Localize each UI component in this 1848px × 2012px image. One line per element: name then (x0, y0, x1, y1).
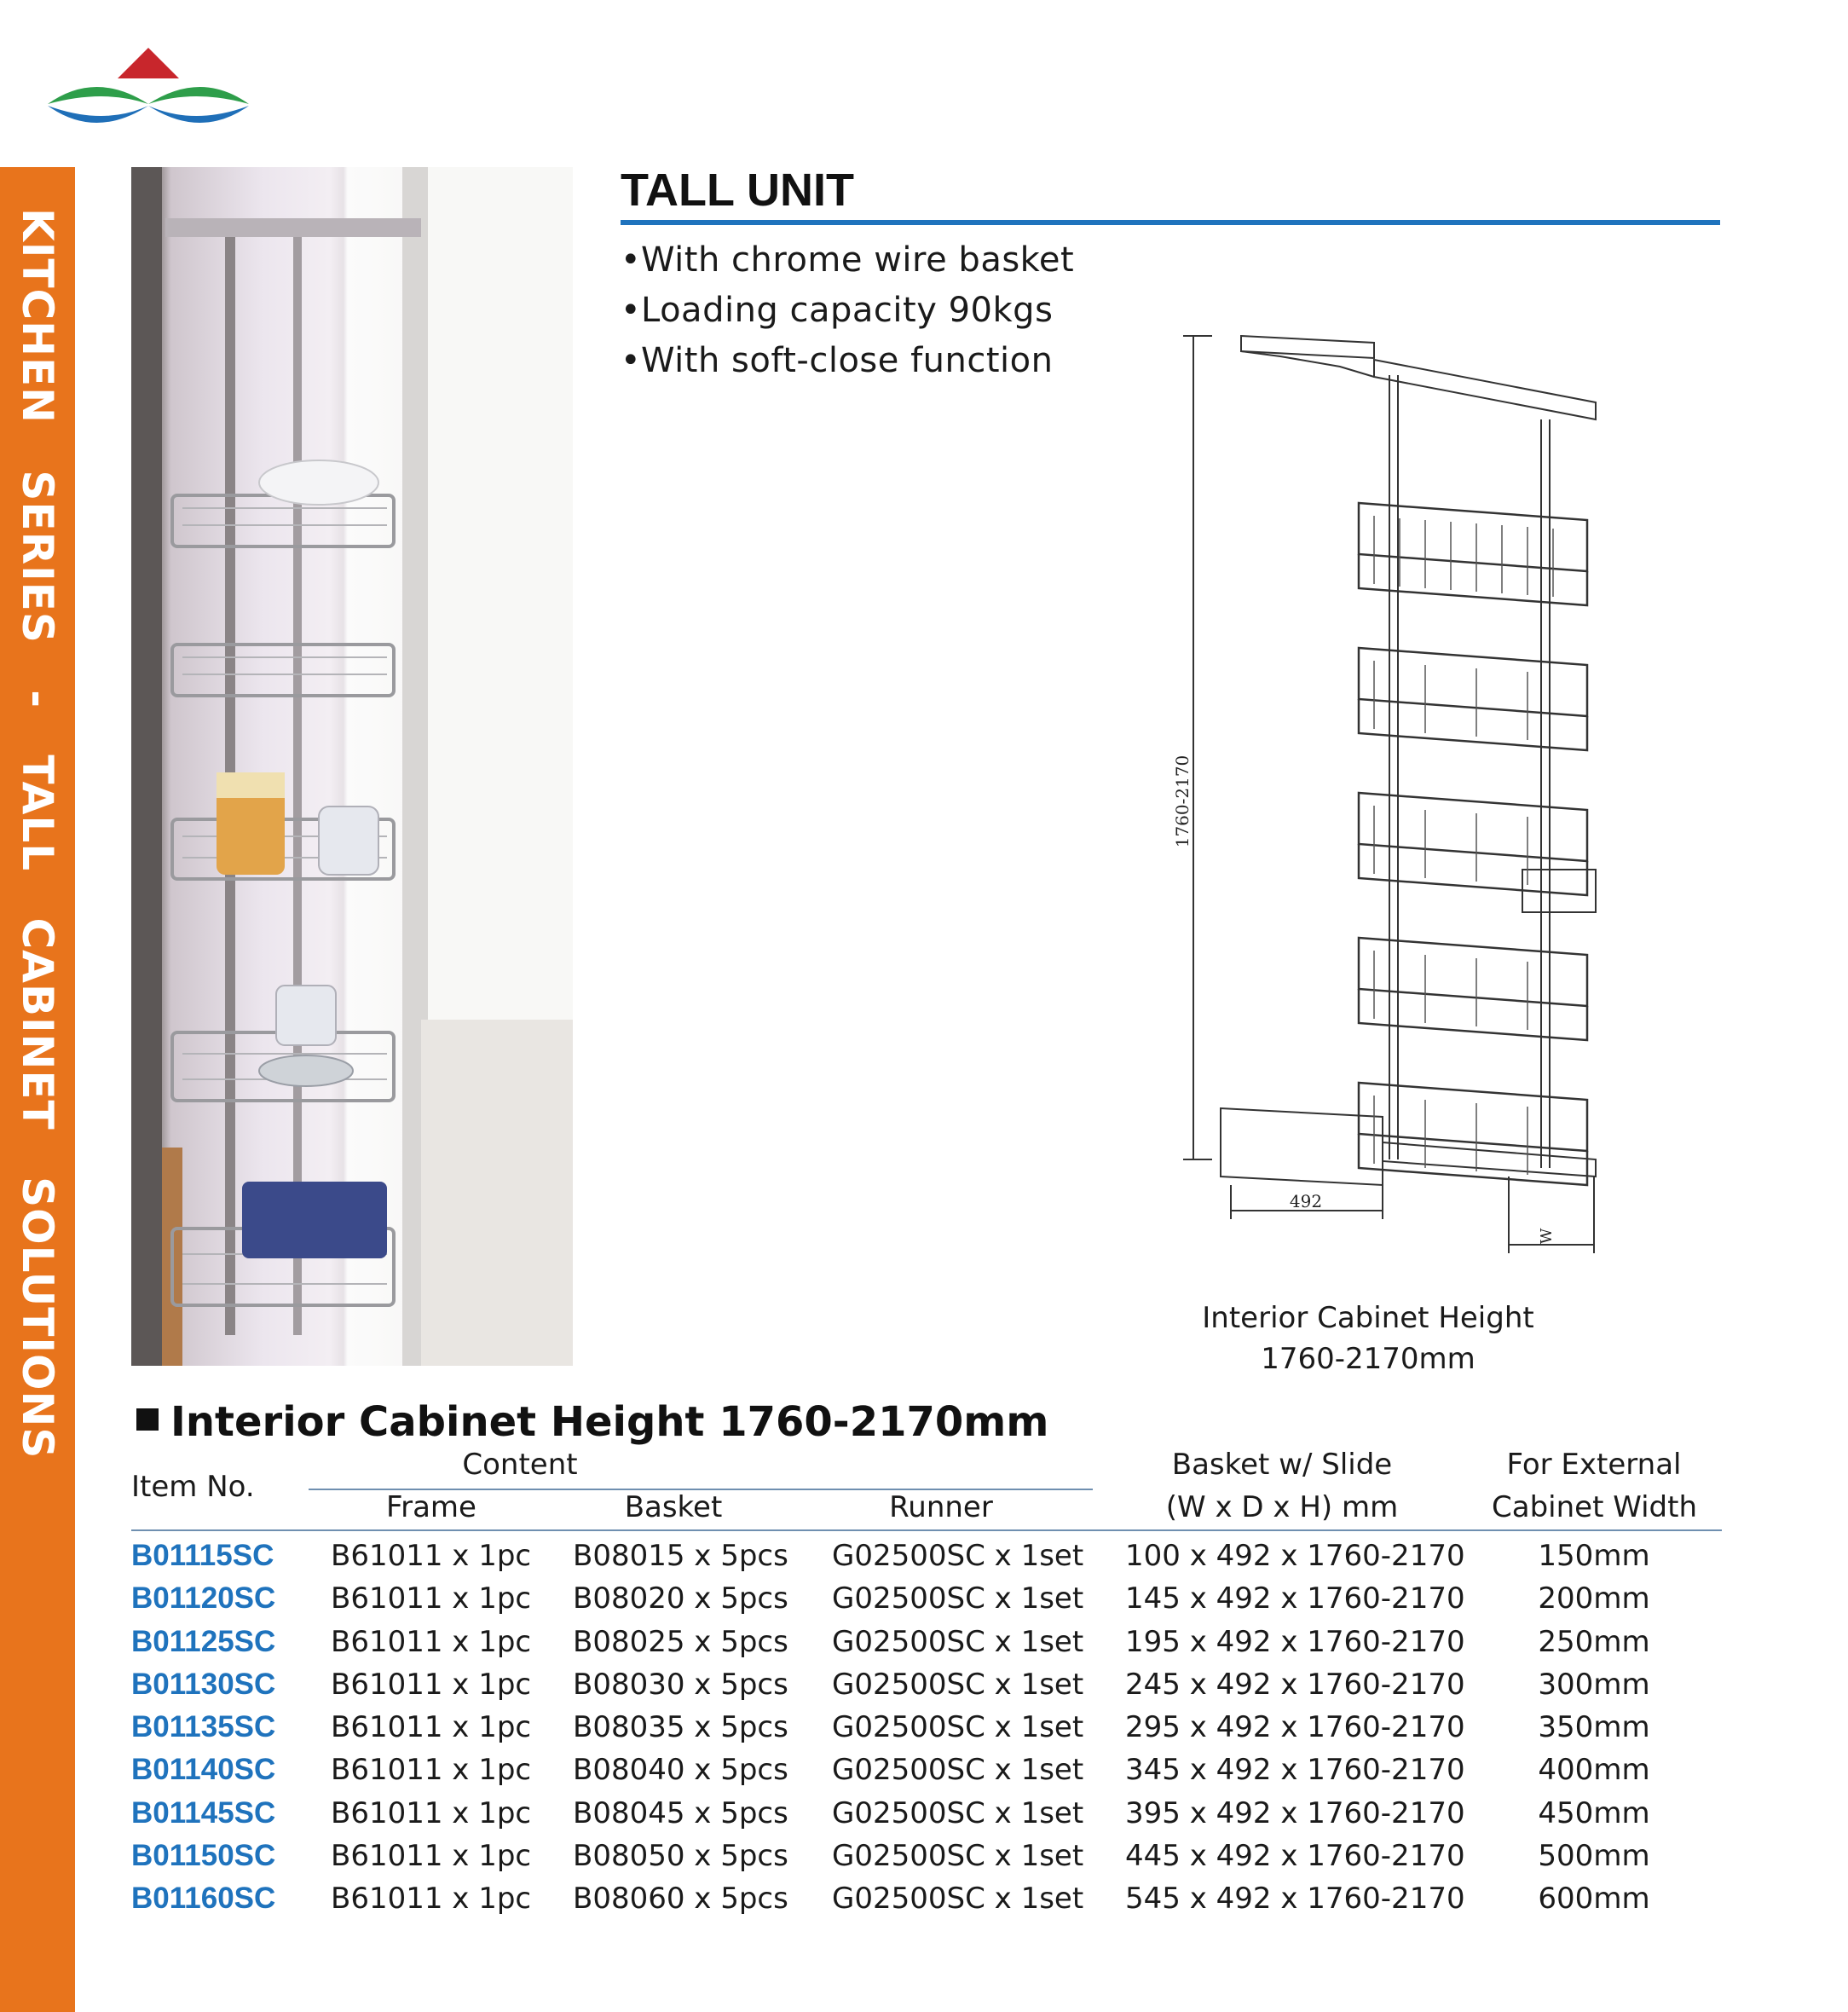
table-row (131, 1535, 1722, 1577)
basket-cell: B08045 x 5pcs (573, 1795, 788, 1830)
table-row (131, 1792, 1722, 1835)
item-number: B01120SC (131, 1581, 276, 1616)
item-number: B01130SC (131, 1667, 276, 1701)
table-row (131, 1877, 1722, 1920)
frame-cell: B61011 x 1pc (331, 1753, 532, 1788)
header-width-line-1: For External (1506, 1448, 1682, 1482)
size-cell: 295 x 492 x 1760-2170 (1125, 1710, 1465, 1745)
runner-cell: G02500SC x 1set (832, 1581, 1084, 1616)
table-row (131, 1706, 1722, 1749)
size-cell: 100 x 492 x 1760-2170 (1125, 1539, 1465, 1573)
height-dimension-label: 1760-2170 (1172, 754, 1193, 848)
runner-cell: G02500SC x 1set (832, 1839, 1084, 1874)
item-number: B01140SC (131, 1753, 276, 1787)
table-row (131, 1621, 1722, 1663)
header-runner: Runner (889, 1490, 993, 1524)
header-basket: Basket (624, 1490, 723, 1524)
basket-cell: B08050 x 5pcs (573, 1839, 788, 1874)
diagram-caption (1168, 1298, 1568, 1379)
brand-logo (44, 44, 252, 133)
feature-item (621, 336, 1074, 386)
table-row (131, 1577, 1722, 1620)
item-number: B01125SC (131, 1624, 276, 1658)
section-heading-text: Interior Cabinet Height 1760-2170mm (170, 1398, 1049, 1446)
cabinet-width-cell: 500mm (1538, 1839, 1650, 1874)
item-number: B01115SC (131, 1539, 274, 1572)
product-title: TALL UNIT (621, 165, 854, 216)
basket-drawing-5 (1359, 1083, 1587, 1185)
basket-cell: B08035 x 5pcs (573, 1710, 788, 1745)
cabinet-width-cell: 300mm (1538, 1667, 1650, 1702)
runner-cell: G02500SC x 1set (832, 1753, 1084, 1788)
item-number: B01145SC (131, 1795, 276, 1830)
runner-cell: G02500SC x 1set (832, 1667, 1084, 1702)
size-cell: 345 x 492 x 1760-2170 (1125, 1753, 1465, 1788)
width-dimension-label: W (1538, 1228, 1556, 1245)
runner-cell: G02500SC x 1set (832, 1710, 1084, 1745)
table-row (131, 1835, 1722, 1877)
frame-cell: B61011 x 1pc (331, 1795, 532, 1830)
basket-cell: B08060 x 5pcs (573, 1882, 788, 1917)
frame-cell: B61011 x 1pc (331, 1882, 532, 1917)
cabinet-width-cell: 350mm (1538, 1710, 1650, 1745)
size-cell: 545 x 492 x 1760-2170 (1125, 1882, 1465, 1917)
runner-cell: G02500SC x 1set (832, 1882, 1084, 1917)
size-cell: 395 x 492 x 1760-2170 (1125, 1795, 1465, 1830)
basket-cell: B08025 x 5pcs (573, 1624, 788, 1659)
frame-cell: B61011 x 1pc (331, 1710, 532, 1745)
table-row (131, 1749, 1722, 1791)
frame-cell: B61011 x 1pc (331, 1539, 532, 1573)
runner-cell: G02500SC x 1set (832, 1624, 1084, 1659)
basket-cell: B08040 x 5pcs (573, 1753, 788, 1788)
size-cell: 195 x 492 x 1760-2170 (1125, 1624, 1465, 1659)
frame-cell: B61011 x 1pc (331, 1624, 532, 1659)
size-cell: 445 x 492 x 1760-2170 (1125, 1839, 1465, 1874)
basket-cell: B08015 x 5pcs (573, 1539, 788, 1573)
item-number: B01135SC (131, 1710, 276, 1744)
cabinet-width-cell: 150mm (1538, 1539, 1650, 1573)
depth-dimension-label: 492 (1289, 1191, 1323, 1211)
header-width-line-2: Cabinet Width (1492, 1490, 1697, 1524)
size-cell: 245 x 492 x 1760-2170 (1125, 1667, 1465, 1702)
title-underline (621, 220, 1720, 225)
basket-drawing-2 (1359, 648, 1587, 750)
feature-text: With soft-close function (641, 341, 1054, 380)
frame-cell: B61011 x 1pc (331, 1581, 532, 1616)
frame-cell: B61011 x 1pc (331, 1839, 532, 1874)
table-body (131, 1535, 1722, 1921)
frame-cell: B61011 x 1pc (331, 1667, 532, 1702)
header-content: Content (462, 1448, 578, 1482)
cabinet-width-cell: 400mm (1538, 1753, 1650, 1788)
square-bullet-icon (136, 1408, 159, 1431)
header-rule (131, 1529, 1722, 1531)
feature-item (621, 286, 1074, 336)
basket-cell: B08020 x 5pcs (573, 1581, 788, 1616)
product-photo (131, 167, 573, 1366)
header-size-line-2: (W x D x H) mm (1165, 1490, 1399, 1524)
basket-cell: B08030 x 5pcs (573, 1667, 788, 1702)
feature-text: With chrome wire basket (641, 240, 1075, 280)
feature-item (621, 235, 1074, 286)
technical-drawing (1169, 324, 1613, 1279)
table-row (131, 1663, 1722, 1706)
sidebar-series-title: KITCHEN SERIES - TALL CABINET SOLUTIONS (13, 208, 62, 1460)
caption-line-2: 1760-2170mm (1261, 1342, 1476, 1376)
cabinet-width-cell: 450mm (1538, 1795, 1650, 1830)
item-number: B01150SC (131, 1839, 276, 1873)
feature-list (621, 235, 1074, 386)
bullet-icon: • (621, 240, 642, 280)
header-size-line-1: Basket w/ Slide (1171, 1448, 1393, 1482)
section-heading (136, 1398, 1048, 1446)
feature-text: Loading capacity 90kgs (641, 291, 1054, 330)
bullet-icon: • (621, 291, 642, 330)
bullet-icon: • (621, 341, 642, 380)
size-cell: 145 x 492 x 1760-2170 (1125, 1581, 1465, 1616)
runner-cell: G02500SC x 1set (832, 1795, 1084, 1830)
cabinet-width-cell: 200mm (1538, 1581, 1650, 1616)
pantry-photo-illustration (131, 167, 573, 1366)
header-frame: Frame (386, 1490, 476, 1524)
cabinet-width-cell: 600mm (1538, 1882, 1650, 1917)
header-item-no: Item No. (131, 1470, 255, 1504)
cabinet-width-cell: 250mm (1538, 1624, 1650, 1659)
basket-drawing-3 (1359, 793, 1587, 895)
item-number: B01160SC (131, 1882, 276, 1916)
caption-line-1: Interior Cabinet Height (1202, 1301, 1534, 1335)
basket-drawing-4 (1359, 938, 1587, 1040)
runner-cell: G02500SC x 1set (832, 1539, 1084, 1573)
